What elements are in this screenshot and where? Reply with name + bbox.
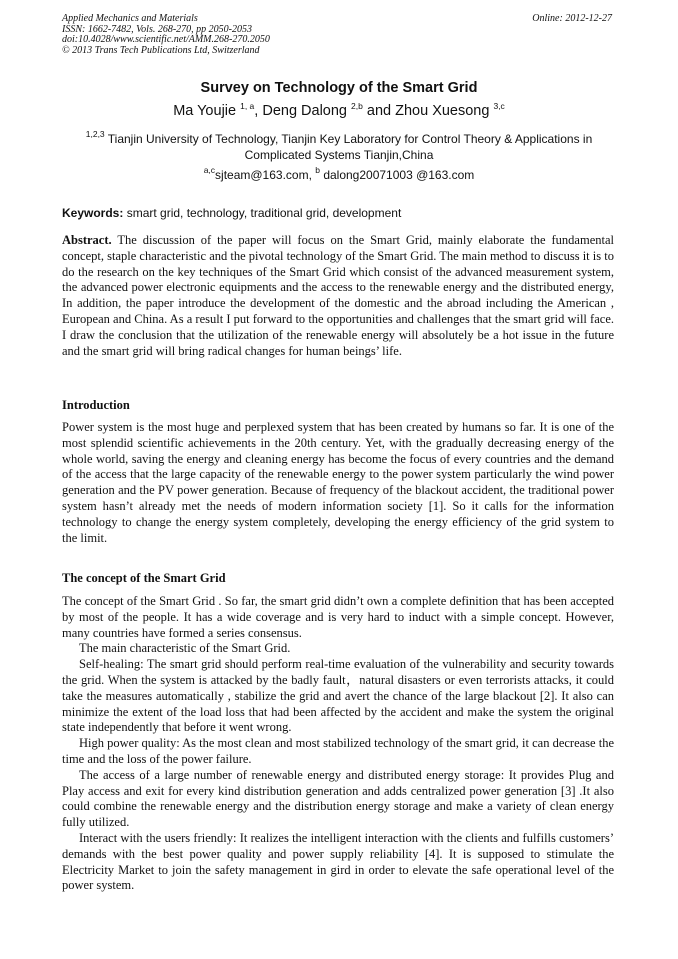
- affiliation-sup: 1,2,3: [85, 129, 105, 139]
- author-3: and Zhou Xuesong: [362, 103, 494, 119]
- keywords-label: Keywords:: [62, 206, 124, 220]
- email-2-sup: b: [315, 165, 320, 175]
- introduction-body: [62, 420, 614, 546]
- author-1-sup: 1, a: [240, 101, 255, 111]
- author-3-sup: 3,c: [493, 101, 505, 111]
- author-list: [0, 103, 678, 119]
- affiliation: [62, 131, 616, 163]
- concept-paragraph-3: Self-healing: The smart grid should perform real-time evaluation of the vulnerability and security towards the grid. When the system is attacked by the badly fault，natural disasters or even terrorists attacks, it could take the measures automatically , stabilize the grid and avert the chance of the large blackout [2]. It also can minimize the extent of the load loss that had been affected by the accident and make the system the original state independently that before it went wrong.: [62, 657, 614, 735]
- concept-paragraph-4: High power quality: As the most clean and most stabilized technology of the smart grid, it can decrease the time and the loss of the power failure.: [62, 736, 614, 766]
- author-2-sup: 2,b: [351, 101, 363, 111]
- online-date: Online: 2012-12-27: [532, 13, 612, 24]
- introduction-heading: Introduction: [62, 398, 130, 412]
- concept-paragraph-1: The concept of the Smart Grid . So far, the smart grid didn’t own a complete definition that has been accepted by most of the people. It has a wide coverage and is very hard to induct with a simple concept. However, many countries have formed a series consensus.: [62, 594, 614, 640]
- issn-line: ISSN: 1662-7482, Vols. 268-270, pp 2050-2053: [62, 23, 252, 35]
- abstract-text: The discussion of the paper will focus on the Smart Grid, mainly elaborate the fundamental concept, staple characteristic and the pivotal technology of the Smart Grid. The main method to discuss it is to do the research on the key techniques of the Smart Grid which consist of the advanced measurement system, the advanced power electronic equipments and the access to the renewable energy and the distributed energy, In addition, the paper introduce the development of the domestic and the abroad including the American , European and China. As a result I put forward to the opportunities and challenges that the smart grid will face. I draw the conclusion that the utilization of the renewable energy will absolutely be a hot issue in the future and the smart grid will bring radical changes for human beings’ life.: [62, 233, 614, 358]
- keywords-text: smart grid, technology, traditional grid, development: [123, 206, 402, 220]
- journal-header: [62, 14, 270, 56]
- keywords: [62, 206, 401, 220]
- abstract-label: Abstract.: [62, 233, 112, 247]
- email-2: dalong20071003 @163.com: [319, 168, 475, 182]
- author-1: Ma Youjie: [173, 103, 241, 119]
- abstract: [62, 233, 614, 359]
- introduction-paragraph: Power system is the most huge and perplexed system that has been created by humans so far. It is one of the most splendid scientific achievements in the 20th century. Yet, with the gradually decreasing energy of the whole world, saving the energy and cleaning energy has become the focus of every countries and the demand of the access that the large capacity of the renewable energy to the power system particularly the wind power generation and the PV power generation. Because of frequency of the blackout accident, the traditional power system hasn’t already met the needs of modern information society [1]. So it calls for the information technology to change the energy system completely, developing the energy efficiency of the grid system to the limit.: [62, 420, 614, 545]
- email-1: sjteam@163.com,: [215, 168, 316, 182]
- journal-name: Applied Mechanics and Materials: [62, 13, 198, 24]
- concept-paragraph-5: The access of a large number of renewable energy and distributed energy storage: It provides Plug and Play access and exit for every kind distribution generation and adds centralized power generation [3] .It also could combine the renewable energy and the distribution energy storage and make a variety of clean energy fully utilized.: [62, 767, 614, 830]
- concept-body: [62, 594, 614, 894]
- doi-line: doi:10.4028/www.scientific.net/AMM.268-270.2050: [62, 34, 270, 45]
- concept-paragraph-6: Interact with the users friendly: It realizes the intelligent interaction with the clients and fulfills customers’ demands with the best power quality and power supply reliability [4]. It is supposed to stimulate the Electricity Market to join the safety management in gird in order to elevate the safe operational level of the power system.: [62, 830, 614, 893]
- email-1-sup: a,c: [203, 165, 216, 175]
- concept-paragraph-2: The main characteristic of the Smart Grid.: [79, 641, 291, 656]
- author-2: , Deng Dalong: [254, 103, 352, 119]
- concept-heading: The concept of the Smart Grid: [62, 571, 226, 585]
- emails: [0, 165, 678, 182]
- paper-title: Survey on Technology of the Smart Grid: [200, 80, 478, 96]
- copyright-line: © 2013 Trans Tech Publications Ltd, Switzerland: [62, 44, 260, 56]
- affiliation-text: Tianjin University of Technology, Tianjin Key Laboratory for Control Theory & Applications in Complicated Systems Tianjin,China: [104, 132, 593, 162]
